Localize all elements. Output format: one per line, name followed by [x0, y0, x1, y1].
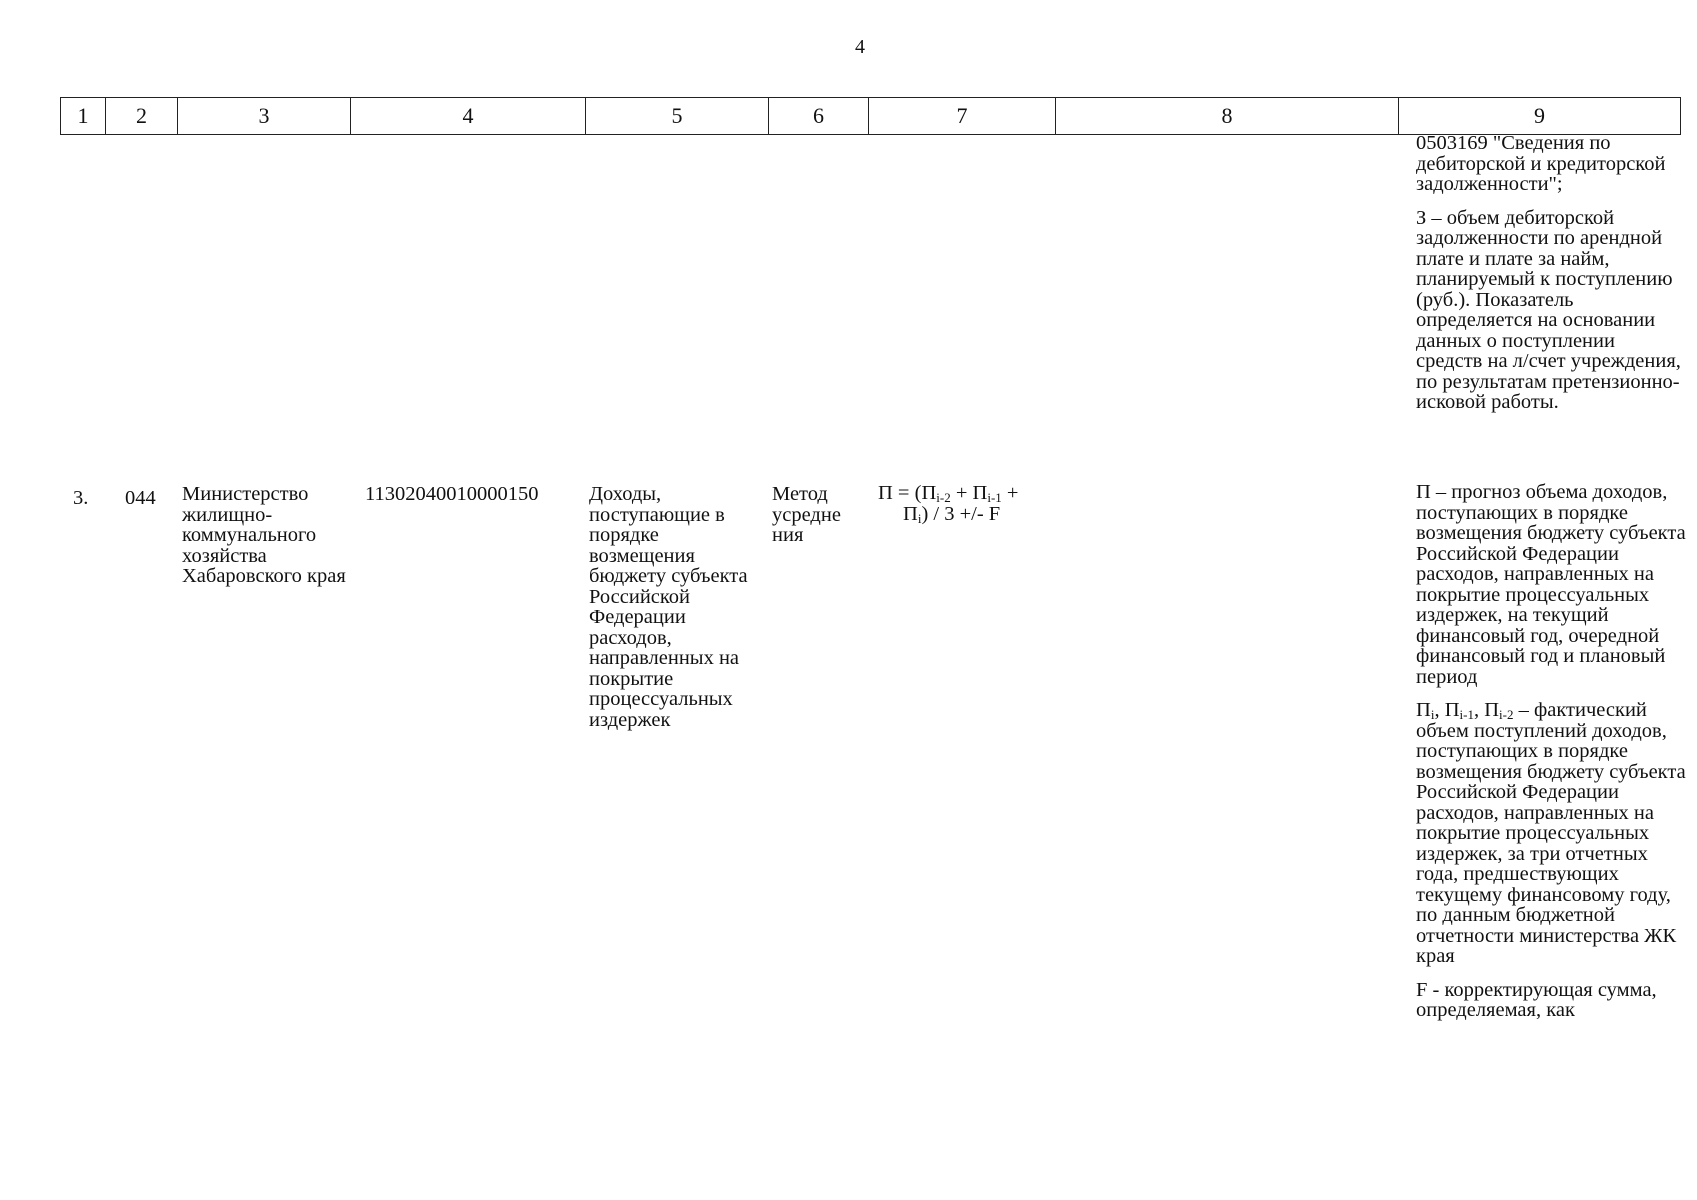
calc-method: Метод усредне ния: [772, 483, 841, 546]
column-header-table: [60, 97, 1681, 135]
formula: $П = (П_{i-2} + П_{i-1}$ + $П_i) / 3$ +/- F: [878, 482, 1019, 526]
desc-f-correction: F - корректирующая сумма, определяемая, как: [1416, 978, 1657, 1021]
header-col-8: 8: [1056, 98, 1399, 135]
admin-code: 044: [125, 487, 156, 509]
row-number: 3.: [73, 487, 89, 509]
administrator-name: Министерство жилищно-коммунального хозяйства Хабаровского края: [182, 483, 346, 587]
header-col-4: 4: [351, 98, 586, 135]
desc-p-forecast: П – прогноз объема доходов, поступающих в порядке возмещения бюджету субъекта Российской Федерации расходов, направленных на покрытие процессуальных издержек, на текущий финансовый год, очередной финансовый год и плановый период: [1416, 481, 1686, 688]
desc-pi-actual: $П_i$, $П_{i-1}$, $П_{i-2}$ – фактический объем поступлений доходов, поступающих в порядке возмещения бюджету субъекта Российской Федерации расходов, направленных на покрытие процессуальных издержек, за три отчетных года, предшествующих текущему финансовому году, по данным бюджетной отчетности министерства ЖК края: [1416, 699, 1686, 967]
header-col-6: 6: [769, 98, 869, 135]
continuation-report-text: 0503169 "Сведения по дебиторской и кредиторской задолженности";: [1416, 132, 1666, 195]
kbk-code: 11302040010000150: [365, 483, 539, 505]
header-col-7: 7: [869, 98, 1056, 135]
header-col-1: 1: [61, 98, 106, 135]
income-name: Доходы, поступающие в порядке возмещения бюджету субъекта Российской Федерации расходов, направленных на покрытие процессуальных издержек: [589, 483, 748, 731]
header-col-2: 2: [106, 98, 178, 135]
page-number: 4: [855, 36, 865, 58]
row-description: [1416, 482, 1686, 1034]
header-col-9: 9: [1399, 98, 1681, 135]
header-col-3: 3: [178, 98, 351, 135]
continuation-col9: [1416, 133, 1686, 426]
continuation-z-definition: З – объем дебиторской задолженности по арендной плате и плате за найм, планируемый к поступлению (руб.). Показатель определяется на основании данных о поступлении средств на л/счет учреждения, по результатам претензионно-исковой работы.: [1416, 206, 1681, 413]
header-col-5: 5: [586, 98, 769, 135]
